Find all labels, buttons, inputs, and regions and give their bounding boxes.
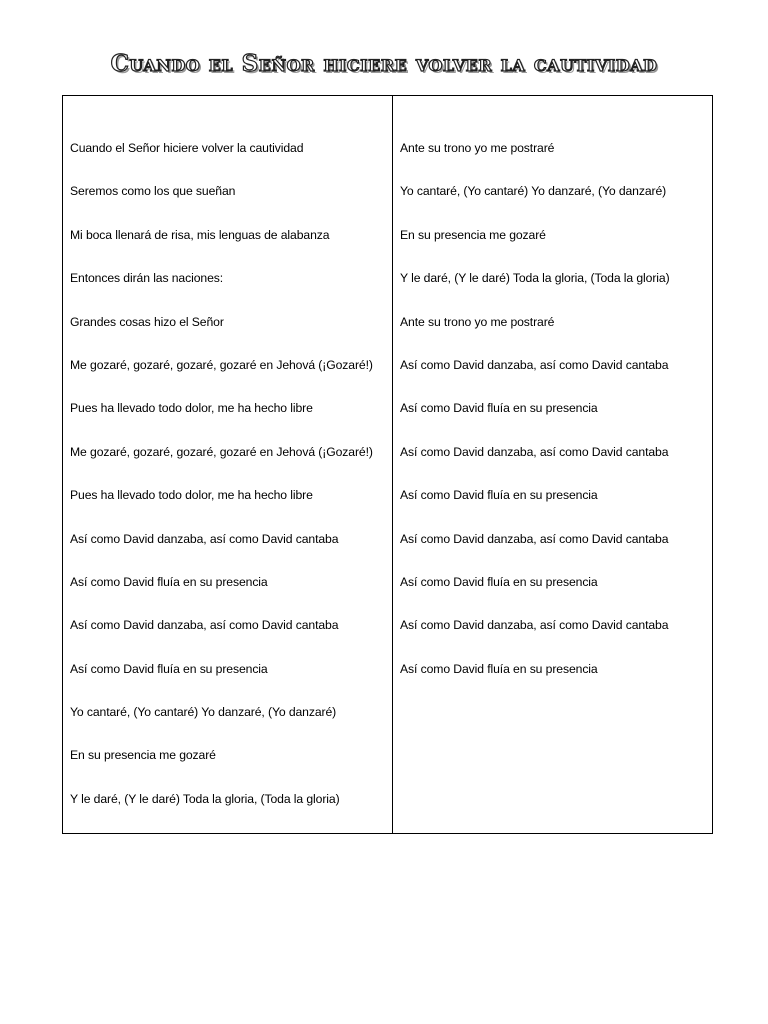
lyric-line: Así como David danzaba, así como David cantaba <box>70 531 339 546</box>
lyric-line: Así como David danzaba, así como David cantaba <box>70 618 339 633</box>
lyric-line: Mi boca llenará de risa, mis lenguas de alabanza <box>70 227 330 242</box>
lyric-line: Así como David fluía en su presencia <box>400 574 598 589</box>
lyric-line: En su presencia me gozaré <box>400 227 546 242</box>
lyric-line: Así como David danzaba, así como David cantaba <box>400 531 669 546</box>
lyric-line: Me gozaré, gozaré, gozaré, gozaré en Jehová (¡Gozaré!) <box>70 444 373 459</box>
page-title: Cuando el Señor hiciere volver la cautividad <box>110 50 658 77</box>
lyrics-column-right <box>393 96 712 833</box>
lyric-line: Ante su trono yo me postraré <box>400 314 555 329</box>
lyrics-table <box>62 95 713 834</box>
lyric-line: Entonces dirán las naciones: <box>70 271 224 286</box>
lyric-line: Así como David fluía en su presencia <box>400 661 598 676</box>
lyric-line: Yo cantaré, (Yo cantaré) Yo danzaré, (Yo danzaré) <box>400 184 667 199</box>
lyric-line: Así como David fluía en su presencia <box>400 488 598 503</box>
lyric-line: Así como David danzaba, así como David cantaba <box>400 357 669 372</box>
lyric-line: Seremos como los que sueñan <box>70 184 236 199</box>
lyric-line: En su presencia me gozaré <box>70 748 216 763</box>
lyric-line: Ante su trono yo me postraré <box>400 141 555 155</box>
lyric-line: Y le daré, (Y le daré) Toda la gloria, (Toda la gloria) <box>70 791 340 806</box>
lyric-line: Así como David fluía en su presencia <box>400 401 598 416</box>
lyric-line: Grandes cosas hizo el Señor <box>70 314 224 329</box>
lyric-line: Así como David fluía en su presencia <box>70 661 268 676</box>
lyric-line: Así como David danzaba, así como David cantaba <box>400 618 669 633</box>
lyric-line: Pues ha llevado todo dolor, me ha hecho libre <box>70 401 313 416</box>
lyric-line: Pues ha llevado todo dolor, me ha hecho libre <box>70 488 313 503</box>
lyric-line: Así como David danzaba, así como David cantaba <box>400 444 669 459</box>
lyric-line: Cuando el Señor hiciere volver la cautividad <box>70 141 304 155</box>
lyric-line: Y le daré, (Y le daré) Toda la gloria, (Toda la gloria) <box>400 271 670 286</box>
lyrics-column-left <box>63 96 393 833</box>
lyric-line: Yo cantaré, (Yo cantaré) Yo danzaré, (Yo danzaré) <box>70 705 337 720</box>
lyric-line: Así como David fluía en su presencia <box>70 574 268 589</box>
lyric-line: Me gozaré, gozaré, gozaré, gozaré en Jehová (¡Gozaré!) <box>70 357 373 372</box>
